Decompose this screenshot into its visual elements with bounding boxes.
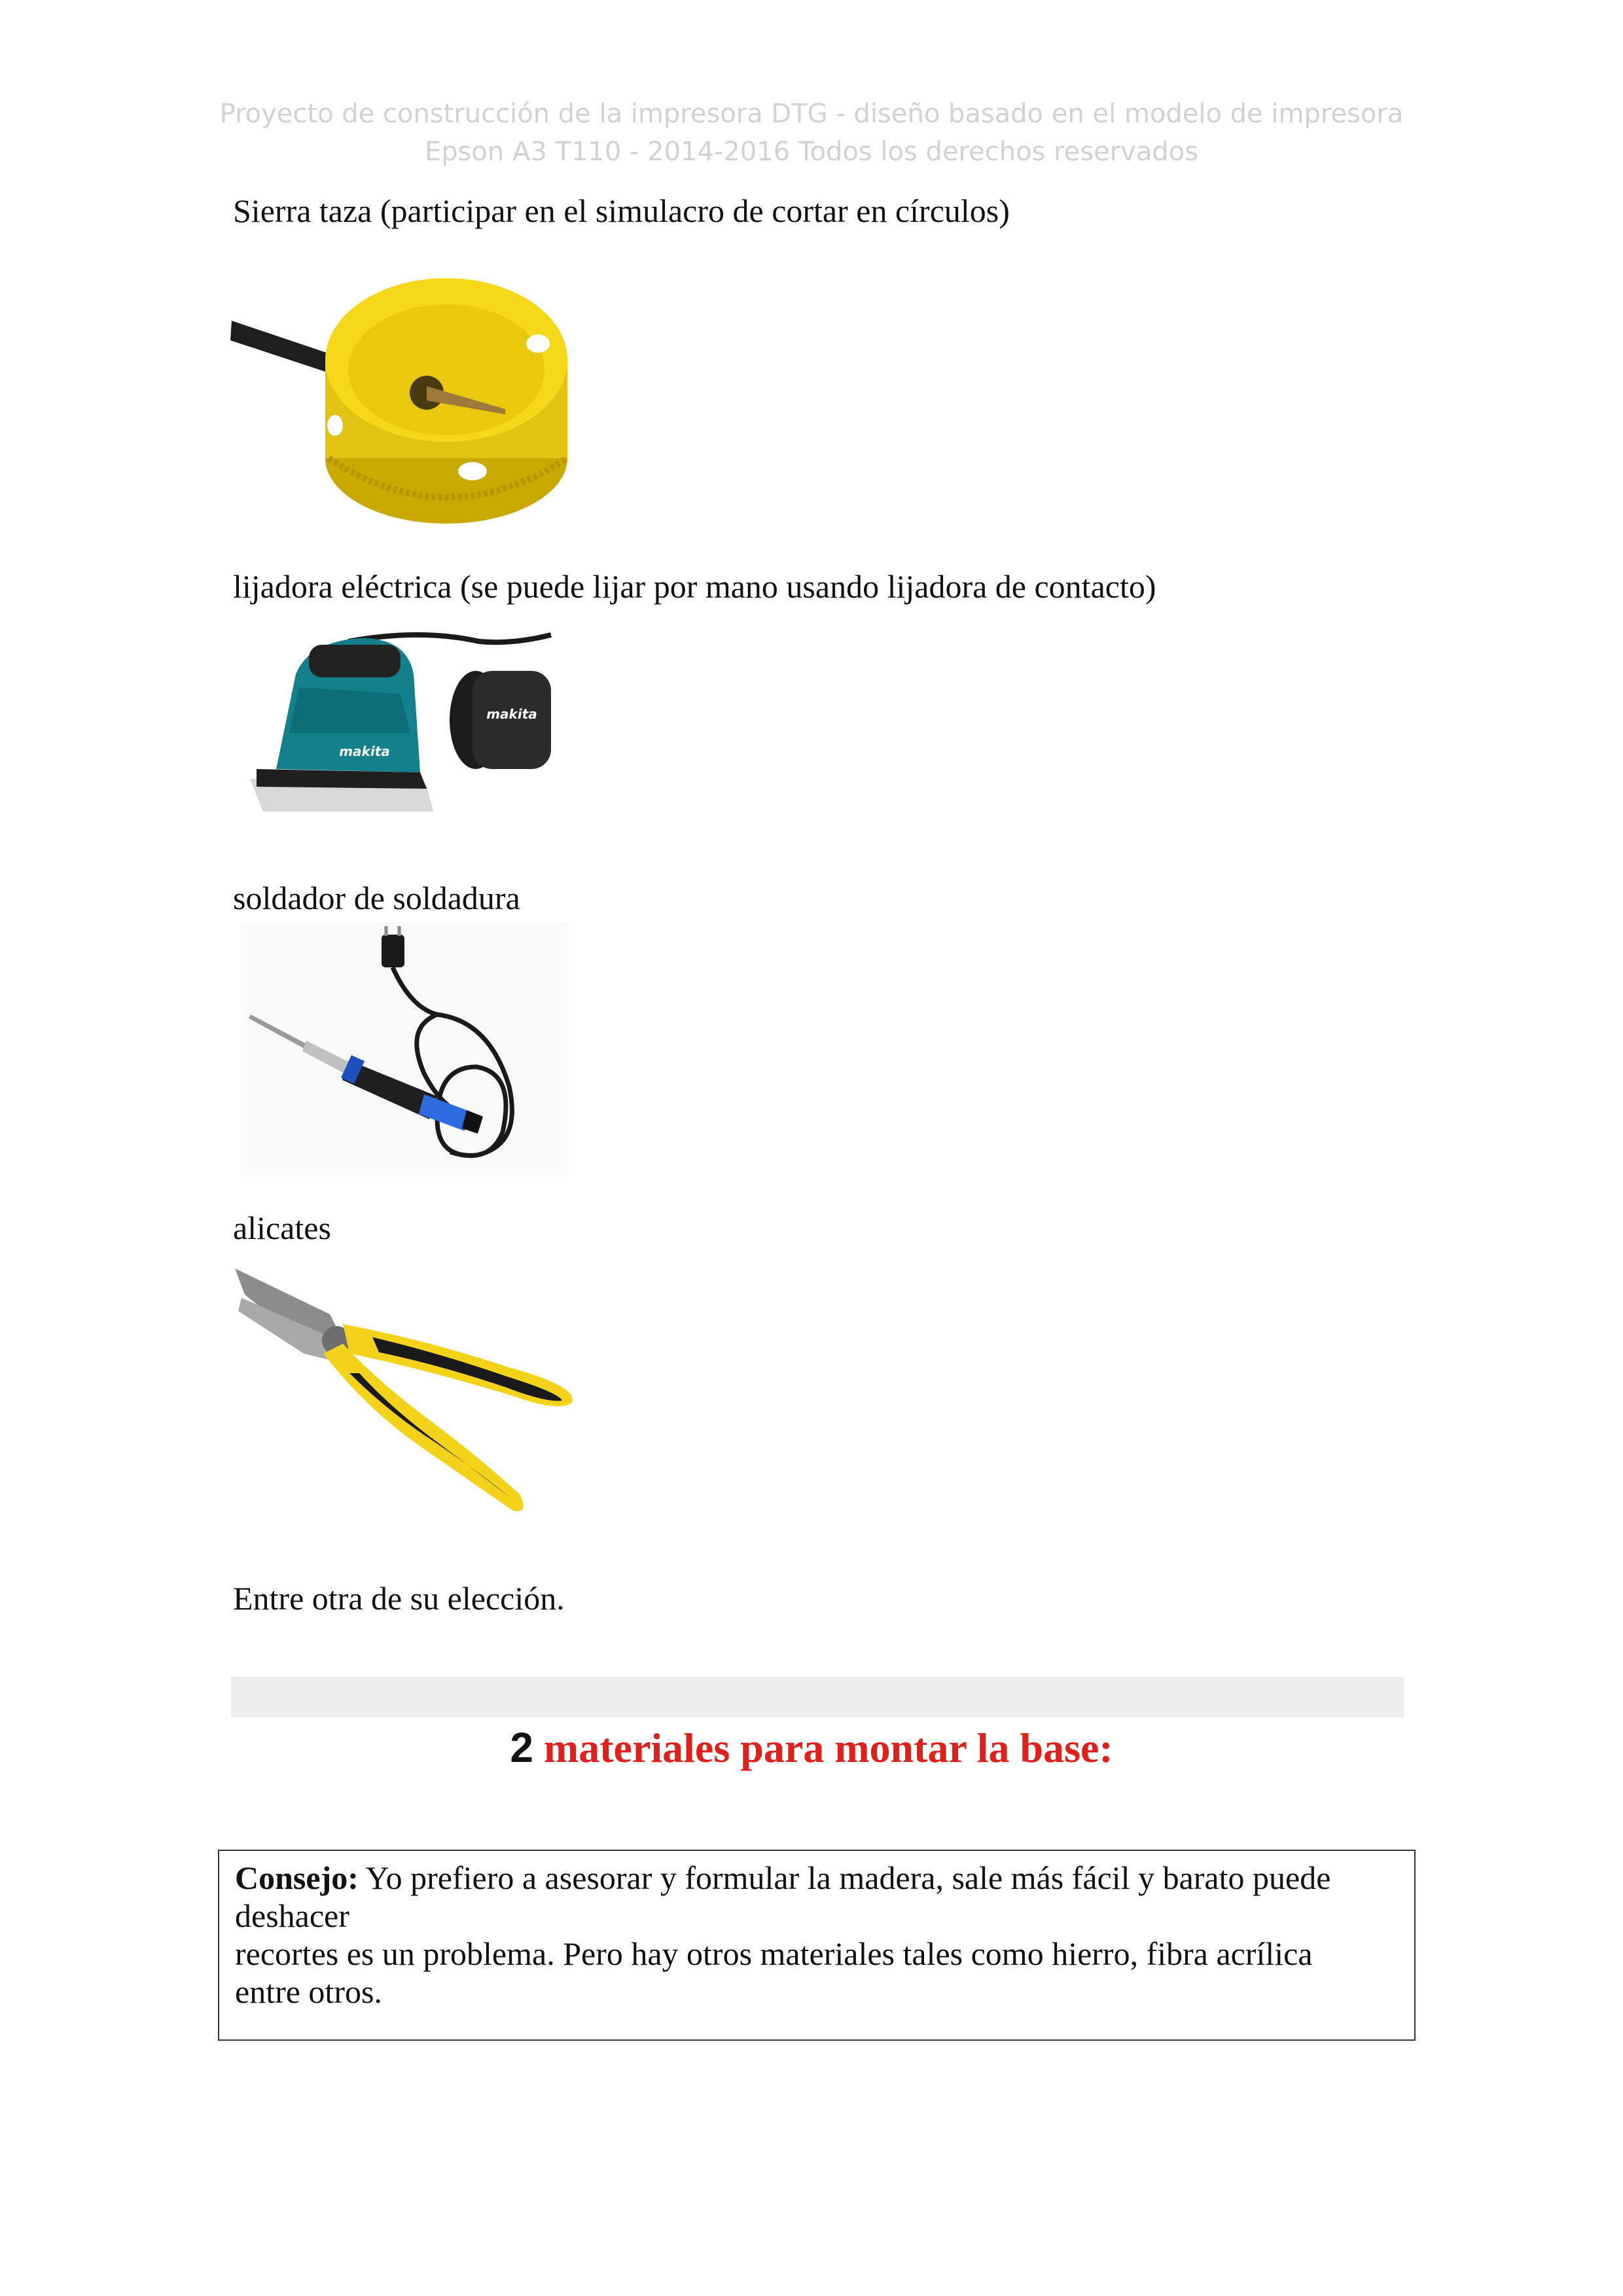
tip-line-1 xyxy=(235,1859,1399,1897)
section-title: materiales para montar la base: xyxy=(543,1725,1113,1771)
tip-label: Consejo: xyxy=(235,1859,359,1896)
tip-line-2: deshacer xyxy=(235,1897,349,1934)
tip-line-4: entre otros. xyxy=(235,1973,382,2010)
tip-box xyxy=(218,1850,1416,2041)
soldering-iron-image xyxy=(241,923,568,1175)
section-heading xyxy=(196,1721,1427,1774)
electric-sander-image xyxy=(237,615,571,844)
pliers-caption: alicates xyxy=(233,1210,331,1246)
svg-text:makita: makita xyxy=(486,706,537,722)
section-number: 2 xyxy=(510,1724,533,1771)
closing-text: Entre otra de su elección. xyxy=(233,1580,565,1617)
tip-line-3: recortes es un problema. Pero hay otros materiales tales como hierro, fibra acrílica xyxy=(235,1935,1313,1972)
hole-saw-image xyxy=(230,262,571,530)
sander-caption: lijadora eléctrica (se puede lijar por mano usando lijadora de contacto) xyxy=(233,568,1156,605)
svg-text:makita: makita xyxy=(339,744,390,759)
section-divider-bar xyxy=(231,1677,1404,1717)
header-line-1: Proyecto de construcción de la impresora DTG - diseño basado en el modelo de impresora xyxy=(219,99,1404,129)
header-line-2: Epson A3 T110 - 2014-2016 Todos los derechos reservados xyxy=(424,137,1199,167)
soldering-iron-caption: soldador de soldadura xyxy=(233,880,520,916)
tip-text-1: Yo prefiero a asesorar y formular la madera, sale más fácil y barato puede xyxy=(365,1859,1331,1896)
page-header xyxy=(196,95,1427,171)
hole-saw-caption: Sierra taza (participar en el simulacro de cortar en círculos) xyxy=(233,192,1010,229)
pliers-image xyxy=(232,1262,585,1517)
